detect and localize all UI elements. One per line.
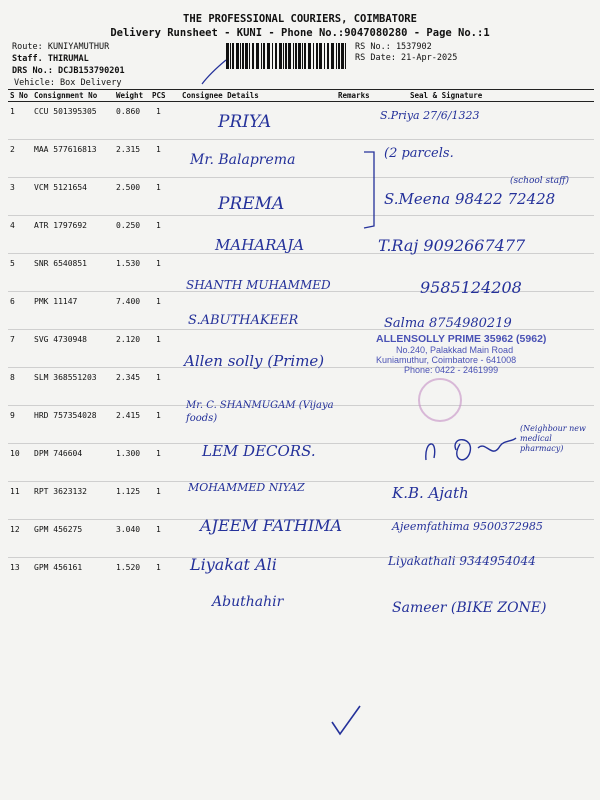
row-consignment-no: CCU 501395305 <box>32 102 114 140</box>
hw-name-4: MAHARAJA <box>215 236 305 254</box>
hw-sig-2: (2 parcels. <box>384 146 454 161</box>
company-title: THE PROFESSIONAL COURIERS, COIMBATORE <box>183 13 417 25</box>
hw-sig-1: S.Priya 27/6/1323 <box>380 109 480 122</box>
row-remarks-cell <box>336 444 396 482</box>
hw-sig-10: K.B. Ajath <box>392 484 469 502</box>
barcode-image <box>224 43 350 69</box>
hw-name-12: Liyakat Ali <box>190 555 277 574</box>
row-consignment-no: ATR 1797692 <box>32 216 114 254</box>
row-pcs: 1 <box>150 140 180 178</box>
row-pcs: 1 <box>150 520 180 558</box>
drs-number: DRS No.: DCJB153790201 <box>12 66 125 76</box>
row-weight: 1.125 <box>114 482 150 520</box>
row-weight: 2.415 <box>114 406 150 444</box>
col-signature: Seal & Signature <box>396 90 594 102</box>
runsheet-subtitle: Delivery Runsheet - KUNI - Phone No.:9047080280 - Page No.:1 <box>110 27 490 39</box>
row-pcs: 1 <box>156 563 161 572</box>
stamp-line-3: Kuniamuthur, Coimbatore - 641008 <box>376 355 517 365</box>
round-seal <box>418 378 462 422</box>
row-consignment-no: GPM 456275 <box>32 520 114 558</box>
row-weight: 2.315 <box>114 140 150 178</box>
row-consignment-no: SNR 6540851 <box>32 254 114 292</box>
row-weight: 2.345 <box>114 368 150 406</box>
row-pcs: 1 <box>150 254 180 292</box>
rs-number: RS No.: 1537902 <box>355 42 432 52</box>
hw-school-staff: (school staff) <box>510 176 570 186</box>
row-sno: 10 <box>8 444 32 482</box>
row-consignment-no: MAA 577616813 <box>32 140 114 178</box>
row-weight: 2.120 <box>114 330 150 368</box>
hw-name-3: PREMA <box>218 194 285 214</box>
row-sno: 1 <box>8 102 32 140</box>
remarks-bracket <box>362 150 378 230</box>
hw-sig-6: Salma 8754980219 <box>384 316 512 331</box>
row-pcs: 1 <box>150 330 180 368</box>
vehicle-label: Vehicle: Box Delivery <box>14 78 122 88</box>
row-weight: 7.400 <box>114 292 150 330</box>
row-sno: 4 <box>8 216 32 254</box>
row-pcs: 1 <box>150 292 180 330</box>
business-stamp <box>376 333 591 375</box>
row-pcs: 1 <box>150 482 180 520</box>
row-weight: 0.250 <box>114 216 150 254</box>
col-consignment: Consignment No <box>32 90 114 102</box>
stamp-line-4: Phone: 0422 - 2461999 <box>404 365 499 375</box>
hw-neighbour-note: (Neighbour new medical pharmacy) <box>520 424 586 453</box>
staff-label: Staff. THIRUMAL <box>12 54 89 64</box>
row-sno: 8 <box>8 368 32 406</box>
table-row <box>8 140 594 178</box>
row-consignment-no: RPT 3623132 <box>32 482 114 520</box>
row-pcs: 1 <box>150 216 180 254</box>
hw-name-11: AJEEM FATHIMA <box>200 516 343 535</box>
stamp-line-1: ALLENSOLLY PRIME 35962 (5962) <box>376 333 547 345</box>
hw-sig-3: S.Meena 98422 72428 <box>384 190 556 208</box>
row-sno: 12 <box>8 520 32 558</box>
col-consignee: Consignee Details <box>180 90 336 102</box>
hw-name-1: PRIYA <box>218 112 272 132</box>
row-consignment-no: SVG 4730948 <box>32 330 114 368</box>
row-sno: 13 <box>10 563 20 572</box>
hw-sig-13: Sameer (BIKE ZONE) <box>392 600 547 616</box>
row-consignment-no: VCM 5121654 <box>32 178 114 216</box>
row-weight: 1.520 <box>116 563 141 572</box>
row-weight: 1.300 <box>114 444 150 482</box>
row-remarks-cell <box>336 482 396 520</box>
hw-name-13: Abuthahir <box>212 594 284 610</box>
row-consignment-no: HRD 757354028 <box>32 406 114 444</box>
row-sno: 7 <box>8 330 32 368</box>
col-sno: S No <box>8 90 32 102</box>
col-pcs: PCS <box>150 90 180 102</box>
row-remarks-cell <box>336 558 396 596</box>
row-consignment-no: DPM 746604 <box>32 444 114 482</box>
row-consignment-no: PMK 11147 <box>32 292 114 330</box>
row-pcs: 1 <box>150 444 180 482</box>
row-sno: 3 <box>8 178 32 216</box>
pen-check-mark <box>200 58 230 88</box>
row-remarks-cell <box>336 254 396 292</box>
hw-name-7: Allen solly (Prime) <box>184 352 325 370</box>
table-header-row <box>8 90 594 102</box>
row-pcs: 1 <box>150 102 180 140</box>
hw-sig-4: T.Raj 9092667477 <box>378 236 526 255</box>
col-weight: Weight <box>114 90 150 102</box>
row-pcs: 1 <box>150 178 180 216</box>
hw-sig-12: Liyakathali 9344954044 <box>388 554 536 568</box>
row-sno: 11 <box>8 482 32 520</box>
row-sno: 5 <box>8 254 32 292</box>
hw-sig-5: 9585124208 <box>420 278 522 297</box>
row-weight: 2.500 <box>114 178 150 216</box>
row-weight: 1.530 <box>114 254 150 292</box>
row-pcs: 1 <box>150 406 180 444</box>
col-remarks: Remarks <box>336 90 396 102</box>
hw-sig-11: Ajeemfathima 9500372985 <box>392 520 543 533</box>
hw-name-10: MOHAMMED NIYAZ <box>188 481 305 494</box>
row-consignment-no: SLM 368551203 <box>32 368 114 406</box>
check-mark <box>330 704 362 738</box>
hw-name-2: Mr. Balaprema <box>190 152 296 168</box>
row-consignment-no: GPM 456161 <box>34 563 83 572</box>
row-remarks-cell <box>336 520 396 558</box>
rs-date: RS Date: 21-Apr-2025 <box>355 53 458 63</box>
row-pcs: 1 <box>150 368 180 406</box>
signature-scribble <box>420 430 520 470</box>
hw-name-6: S.ABUTHAKEER <box>188 313 299 328</box>
row-sno: 6 <box>8 292 32 330</box>
row-sno: 2 <box>8 140 32 178</box>
hw-name-8: Mr. C. SHANMUGAM (Vijaya foods) <box>186 400 334 424</box>
row-sno: 9 <box>8 406 32 444</box>
row-weight: 0.860 <box>114 102 150 140</box>
table-row <box>8 102 594 140</box>
row-weight: 3.040 <box>114 520 150 558</box>
hw-name-5: SHANTH MUHAMMED <box>186 278 331 292</box>
stamp-line-2: No.240, Palakkad Main Road <box>396 345 514 355</box>
route-label: Route: KUNIYAMUTHUR <box>12 42 110 52</box>
hw-name-9: LEM DECORS. <box>202 442 316 460</box>
